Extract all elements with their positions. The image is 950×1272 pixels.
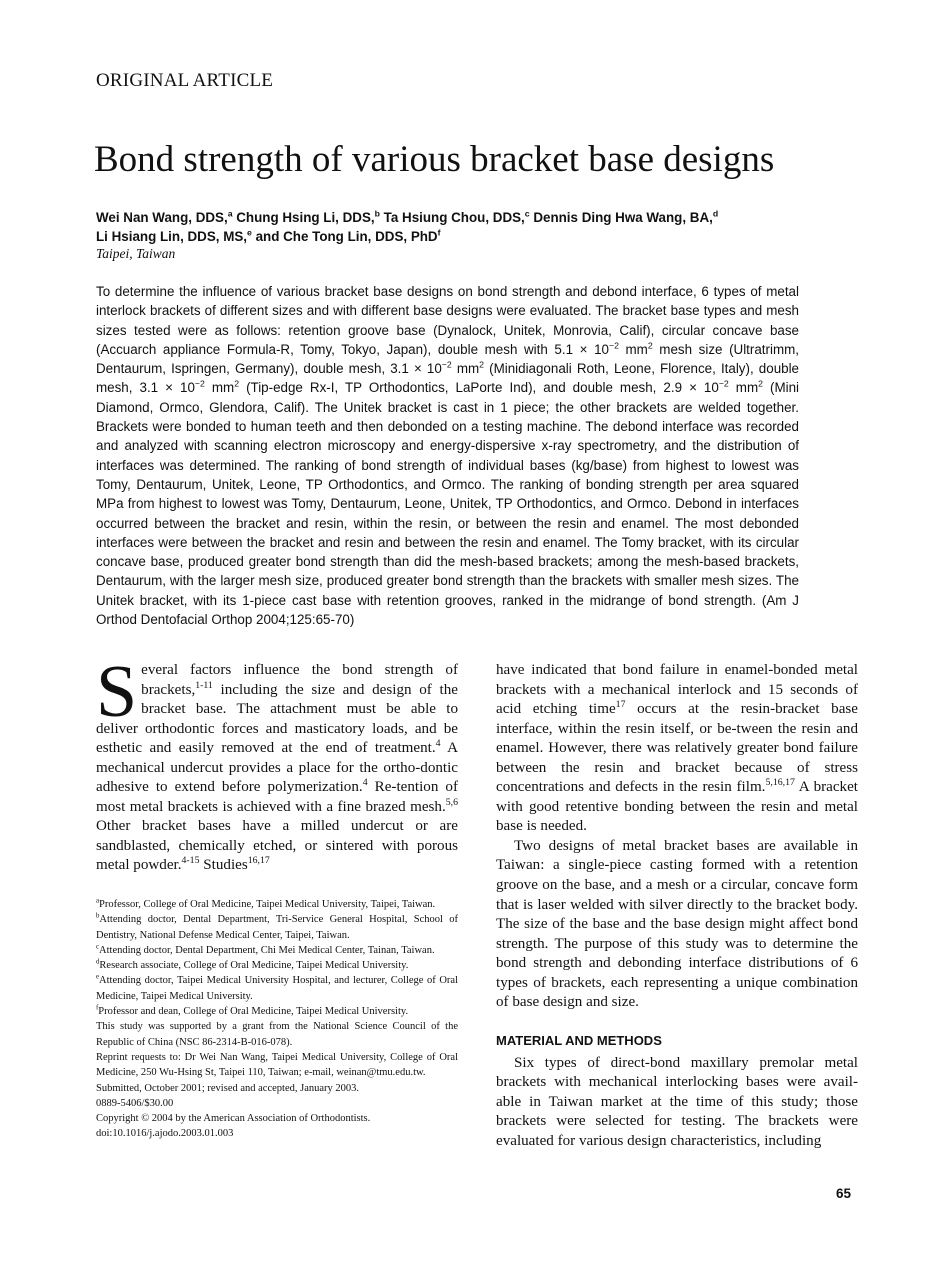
superscript: c <box>524 208 530 219</box>
superscript: d <box>96 958 100 966</box>
intro-paragraph: everal factors influence the bond strength of brackets,$^{1-11}$ including the size and design of the bracket base. The attachment must be able to deliver orthodontic forces and masticatory loads, and be esthetic and easily removed at the end of treatment.$^4$ A mechanical undercut provides a place for the ortho-dontic adhesive to extend before polymerization.$^4$ Re-tention of most metal brackets is achieved with a fine brazed mesh.$^{5,6}$ Other bracket bases have a milled undercut or are sandblasted, chemically etched, or sintered with porous metal powder.$^{4-15}$ Studies$^{16,17}$ <box>96 662 459 874</box>
copyright: Copyright © 2004 by the American Association of Orthodontists. <box>96 1113 371 1125</box>
footnote: $^e$Attending doctor, Taipei Medical University Hospital, and lecturer, College of Oral Medicine, Taipei Medical University. <box>96 973 458 1002</box>
superscript: e <box>96 973 100 981</box>
superscript: 2 <box>234 379 240 390</box>
superscript: b <box>96 912 100 920</box>
superscript: 17 <box>615 699 626 711</box>
funding-note: This study was supported by a grant from the National Science Council of the Republic of China (NSC 86-2314-B-016-078). <box>96 1021 458 1048</box>
doi: doi:10.1016/j.ajodo.2003.01.003 <box>96 1128 234 1140</box>
superscript: d <box>712 208 719 219</box>
superscript: c <box>96 943 100 951</box>
superscript: b <box>374 208 380 219</box>
author-location: Taipei, Taiwan <box>96 246 176 261</box>
superscript: e <box>247 227 252 238</box>
page-number: 65 <box>836 1186 852 1201</box>
price-code: 0889-5406/$30.00 <box>96 1097 174 1109</box>
left-column <box>96 651 459 876</box>
superscript: a <box>227 208 233 219</box>
footnote: $^f$Professor and dean, College of Oral Medicine, Taipei Medical University. <box>96 1004 409 1018</box>
superscript: a <box>96 897 100 905</box>
footnotes <box>96 897 458 1142</box>
drop-cap: S <box>96 651 138 733</box>
superscript: 2 <box>758 379 763 390</box>
superscript: 5,16,17 <box>765 777 795 789</box>
superscript: 1-11 <box>195 679 213 691</box>
article-title: Bond strength of various bracket base designs <box>94 139 775 180</box>
abstract: To determine the influence of various bracket base designs on bond strength and debond interface, 6 types of metal interlock brackets of different sizes and with different base designs were evaluated. The bracket base types and mesh sizes tested were as follows: retention groove base (Dynalock, Unitek, Monrovia, Calif), circular concave base (Accuarch appliance Formula-R, Tomy, Tokyo, Japan), double mesh with $5.1 \times 10^{-2}$ $mm^2$ mesh size (Ultratrimm, Dentaurum, Ispringen, Germany), double mesh, $3.1 \times 10^{-2}$ $mm^2$ (Minidiagonali Roth, Leone, Florence, Italy), double mesh, $3.1 \times 10^{-2}$ $mm^2$ (Tip-edge Rx-I, TP Orthodontics, LaPorte Ind), and double mesh, $2.9 \times 10^{-2}$ $mm^2$ (Mini Diamond, Ormco, Glendora, Calif). The Unitek bracket is cast in 1 piece; the other brackets are welded together. Brackets were bonded to human teeth and then debonded on a testing machine. The debond interface was recorded and analyzed with scanning electron microscopy and energy-dispersive x-ray spectrometry, and the distribution of interfaces was determined. The ranking of bond strength of individual bases (kg/base) from highest to lowest was Tomy, Dentaurum, Unitek, Leone, TP Orthodontics, and Ormco. The ranking of bonding strength per area squared MPa from highest to lowest was Tomy, Dentaurum, Leone, Unitek, TP Orthodontics, and Ormco. Debond in interfaces occurred between the bracket and resin, within the resin, or between the resin and enamel. The most debonded interfaces were between the bracket and resin and between the resin and enamel. The Tomy bracket, with its circular concave base, produced greater bond strength than did the mesh-based brackets; among the mesh-based brackets, Dentaurum, with the larger mesh size, produced greater bond strength than the brackets with smaller mesh sizes. The Unitek bracket, with its 1-piece cast base with retention grooves, ranked in the midrange of bond strength. (Am J Orthod Dentofacial Orthop 2004;125:65-70) <box>96 284 800 628</box>
superscript: −2 <box>441 359 452 370</box>
section-heading: MATERIAL AND METHODS <box>496 1032 662 1048</box>
footnote: $^b$Attending doctor, Dental Department, Tri-Service General Hospital, School of Dentistry, National Defense Medical Center, Taipei, Taiwan. <box>96 912 458 941</box>
superscript: 4 <box>362 777 368 789</box>
superscript: f <box>437 227 441 238</box>
body-paragraph: have indicated that bond failure in enamel-bonded metal brackets with a mechanical interlock and 15 seconds of acid etching time$^{17}$ occurs at the resin-bracket base interface, within the resin itself, or be-tween the resin and enamel. However, there was relatively greater bond failure between the resin and bracket because of stress concentrations and defects in the resin film.$^{5,16,17}$ A bracket with good retentive bonding between the resin and metal base is needed. <box>496 662 858 835</box>
body-paragraph: Six types of direct-bond maxillary premolar metal brackets with mechanical interlocking bases were avail-able in Taiwan market at the time of this study; those brackets were selected for testing. The brackets were evaluated for various design characteristics, including <box>496 1054 858 1150</box>
superscript: 2 <box>479 359 484 370</box>
footnote: $^a$Professor, College of Oral Medicine, Taipei Medical University, Taipei, Taiwan. <box>96 897 436 910</box>
superscript: −2 <box>194 379 205 390</box>
author-line: Li Hsiang Lin, DDS, MS,$^e$ and Che Tong Lin, DDS, PhD$^f$ <box>96 227 441 244</box>
footnote: $^d$Research associate, College of Oral Medicine, Taipei Medical University. <box>96 958 409 972</box>
superscript: 4-15 <box>181 855 200 867</box>
section-label: ORIGINAL ARTICLE <box>96 70 274 91</box>
superscript: 4 <box>435 738 441 750</box>
superscript: f <box>96 1004 99 1012</box>
superscript: 2 <box>647 340 653 351</box>
reprint-note: Reprint requests to: Dr Wei Nan Wang, Taipei Medical University, College of Oral Medicine, 250 Wu-Hsing St, Taipei 110, Taiwan; e-mail, weinan@tmu.edu.tw. <box>96 1051 458 1079</box>
body-paragraph: Two designs of metal bracket bases are available in Taiwan: a single-piece casting formed with a retention groove on the base, and a mesh or a circular, concave form that is laser welded with silver directly to the bracket body. The size of the base and the base design might affect bond strength. The purpose of this study was to determine the bond strength and debonding interface distributions of 6 types of brackets, each representing a unique combination of base design and size. <box>496 837 858 1011</box>
superscript: 5,6 <box>445 796 458 808</box>
submission-note: Submitted, October 2001; revised and accepted, January 2003. <box>96 1082 360 1094</box>
superscript: −2 <box>718 379 729 390</box>
author-list <box>96 208 718 246</box>
footnote: $^c$Attending doctor, Dental Department, Chi Mei Medical Center, Tainan, Taiwan. <box>96 943 435 956</box>
superscript: 16,17 <box>247 855 270 867</box>
right-column <box>496 661 858 1152</box>
author-line: Wei Nan Wang, DDS,$^a$ Chung Hsing Li, DDS,$^b$ Ta Hsiung Chou, DDS,$^c$ Dennis Ding Hwa Wang, BA,$^d$ <box>96 208 719 225</box>
superscript: −2 <box>608 340 619 351</box>
